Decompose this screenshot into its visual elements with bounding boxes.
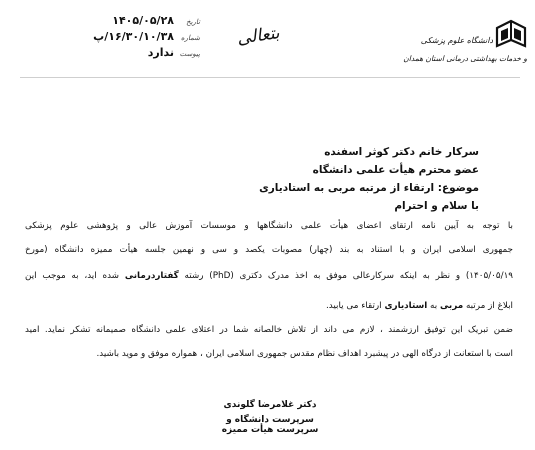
recipient: سرکار خانم دکتر کوثر اسفنده [324,146,479,158]
attachment-value: ندارد [147,46,174,59]
attachment-row [80,46,200,62]
signer-title: سرپرست دانشگاه و سرپرست هیأت ممیزه [221,415,319,435]
body-line-4-end: ارتقاء می یابید. [325,301,382,311]
signer-name: دکتر غلامرضا گلوندی [223,400,317,410]
number-value: ۱۶/۳۰/۱۰/۳۸/پ [93,30,174,43]
attachment-label: پیوست [179,50,200,58]
body-line-2: جمهوری اسلامی ایران و با استناد به بند (چهار) مصوبات یکصد و سی و نهمین جلسه هیأت ممیزه دانشگاه (مورخ [25,245,513,255]
book-logo-icon [495,18,527,50]
rank-from: مربی [440,301,464,311]
date-value: ۱۴۰۵/۰۵/۲۸ [112,14,174,27]
greeting: با سلام و احترام [394,200,479,212]
letter-meta [80,14,200,62]
field-of-study: گفتاردرمانی [124,271,179,281]
body-line-3-start: ۱۴۰۵/۰۵/۱۹) و نظر به اینکه سرکارعالی موفق به اخذ مدرک دکتری (PhD) رشته [184,271,514,281]
body-line-4-mid: به [430,301,438,311]
letter-body [25,222,513,372]
signature-block [214,400,326,435]
university-name: دانشگاه علوم پزشکی [420,36,493,45]
university-subtitle: و خدمات بهداشتی درمانی استان همدان [403,54,527,63]
date-row [80,14,200,30]
basmala-heading: بتعالی [235,23,281,49]
number-row [80,30,200,46]
subject: موضوع: ارتقاء از مرتبه مربی به استادیاری [259,182,479,194]
body-line-5: ضمن تبریک این توفیق ارزشمند ، لازم می داند از تلاش خالصانه شما در اعتلای علمی دانشگاه صمیمانه تشکر نماید. امید [25,325,513,335]
recipient-position: عضو محترم هیأت علمی دانشگاه [312,164,479,176]
university-logo [397,18,527,68]
body-line-1: با توجه به آیین نامه ارتقای اعضای هیأت علمی دانشگاهها و موسسات آموزش عالی و پژوهشی علوم پزشکی [25,221,513,231]
body-line-6: است با استعانت از درگاه الهی در پیشبرد اهداف نظام مقدس جمهوری اسلامی ایران ، همواره موفق و موید باشید. [96,349,513,359]
header-divider [20,77,520,78]
body-line-3 [25,272,513,281]
body-line-3-end: شده اید، به موجب این [25,271,120,281]
rank-to: استادیاری [384,301,428,311]
body-line-4-start: ابلاغ از مرتبه [465,301,513,311]
number-label: شماره [180,34,200,42]
date-label: تاریخ [186,18,200,26]
body-line-4 [25,302,513,311]
